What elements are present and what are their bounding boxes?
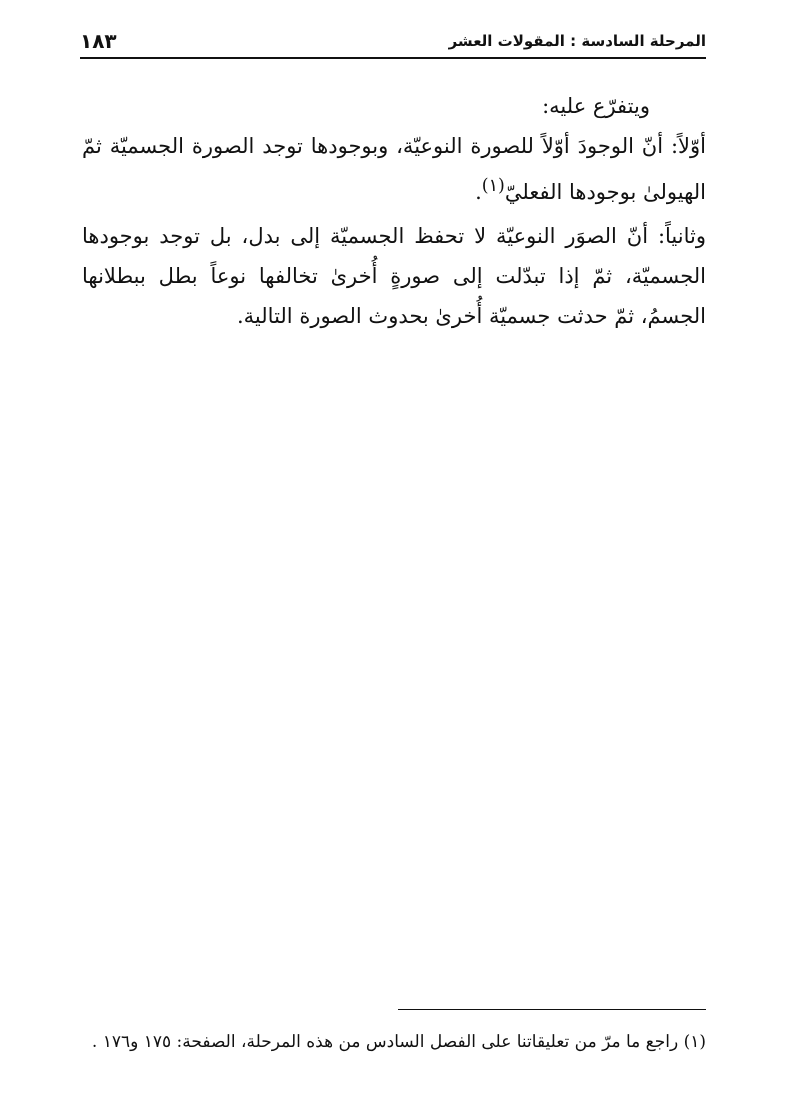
paragraph-intro: ويتفرّع عليه: — [542, 94, 650, 118]
main-text — [82, 86, 706, 336]
page-number: ١٨٣ — [80, 29, 117, 53]
running-header-title: المرحلة السادسة : المقولات العشر — [448, 32, 706, 50]
footnote-divider — [398, 1009, 706, 1010]
footnote: (١) راجع ما مرّ من تعليقاتنا على الفصل السادس من هذه المرحلة، الصفحة: ١٧٥ و١٧٦ . — [91, 1032, 706, 1052]
footnote-reference: (١) — [481, 176, 505, 196]
header-divider — [80, 57, 706, 59]
paragraph-end-mark: . — [475, 180, 482, 204]
paragraph-first-consequence-text: أوّلاً: أنّ الوجودَ أوّلاً للصورة النوعيّة، وبوجودها توجد الصورة الجسميّة ثمّ الهيولىٰ بوجودها الفعليّ — [82, 134, 706, 204]
running-header — [80, 28, 706, 56]
paragraph-first-consequence — [82, 126, 706, 212]
paragraph-second-consequence: وثانياً: أنّ الصوَر النوعيّة لا تحفظ الجسميّة إلى بدل، بل توجد بوجودها الجسميّة، ثمّ إذا تبدّلت إلى صورةٍ أُخرىٰ تخالفها نوعاً بطل ببطلانها الجسمُ، ثمّ حدثت جسميّة أُخرىٰ بحدوث الصورة التالية. — [82, 224, 707, 328]
